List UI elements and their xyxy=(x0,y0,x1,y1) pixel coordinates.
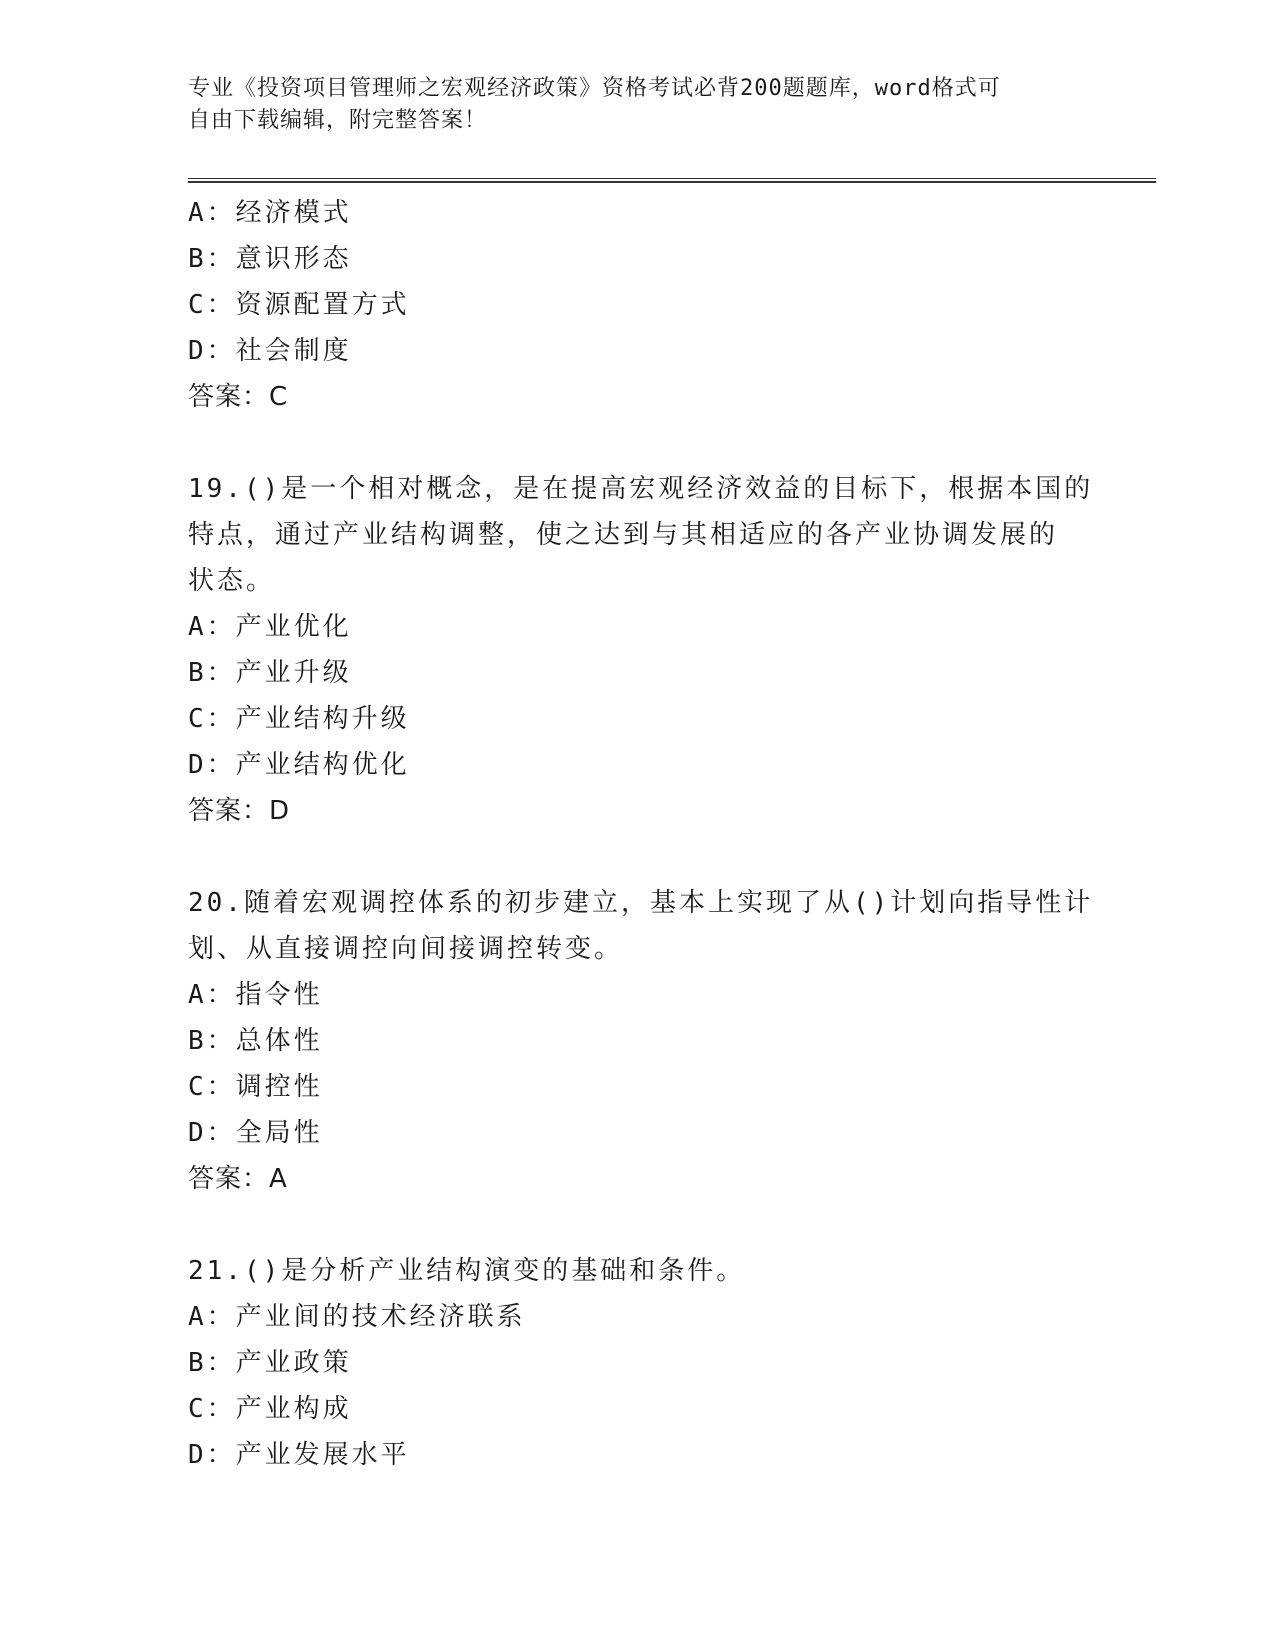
option-a: A：产业优化 xyxy=(188,612,352,642)
header-line-2: 自由下载编辑，附完整答案！ xyxy=(188,108,488,133)
question-19 xyxy=(188,466,1094,834)
option-a: A：产业间的技术经济联系 xyxy=(188,1302,526,1332)
option-d: D：社会制度 xyxy=(188,336,352,366)
option-b: B：产业升级 xyxy=(188,658,352,688)
answer: 答案：A xyxy=(188,1164,288,1194)
question-20 xyxy=(188,880,1094,1202)
option-c: C：产业构成 xyxy=(188,1394,352,1424)
document-header xyxy=(188,73,1088,137)
header-divider xyxy=(188,178,1156,183)
option-d: D：产业结构优化 xyxy=(188,750,410,780)
question-list xyxy=(188,190,1094,1478)
option-c: C：调控性 xyxy=(188,1072,323,1102)
question-stem-line: 划、从直接调控向间接调控转变。 xyxy=(188,934,624,964)
option-a: A：经济模式 xyxy=(188,198,352,228)
header-line-1: 专业《投资项目管理师之宏观经济政策》资格考试必背200题题库，word格式可 xyxy=(188,76,1001,101)
option-d: D：产业发展水平 xyxy=(188,1440,410,1470)
option-c: C：资源配置方式 xyxy=(188,290,410,320)
option-d: D：全局性 xyxy=(188,1118,323,1148)
question-18 xyxy=(188,190,1088,420)
question-stem-line: 21.()是分析产业结构演变的基础和条件。 xyxy=(188,1256,746,1286)
question-stem-line: 状态。 xyxy=(188,566,276,596)
question-stem-line: 19.()是一个相对概念，是在提高宏观经济效益的目标下，根据本国的 xyxy=(188,474,1094,504)
question-stem-line: 特点，通过产业结构调整，使之达到与其相适应的各产业协调发展的 xyxy=(188,520,1059,550)
answer: 答案：C xyxy=(188,382,289,412)
option-b: B：总体性 xyxy=(188,1026,323,1056)
option-b: B：意识形态 xyxy=(188,244,352,274)
option-b: B：产业政策 xyxy=(188,1348,352,1378)
option-c: C：产业结构升级 xyxy=(188,704,410,734)
answer: 答案：D xyxy=(188,796,291,826)
question-21 xyxy=(188,1248,1088,1478)
question-stem-line: 20.随着宏观调控体系的初步建立，基本上实现了从()计划向指导性计 xyxy=(188,888,1094,918)
option-a: A：指令性 xyxy=(188,980,323,1010)
